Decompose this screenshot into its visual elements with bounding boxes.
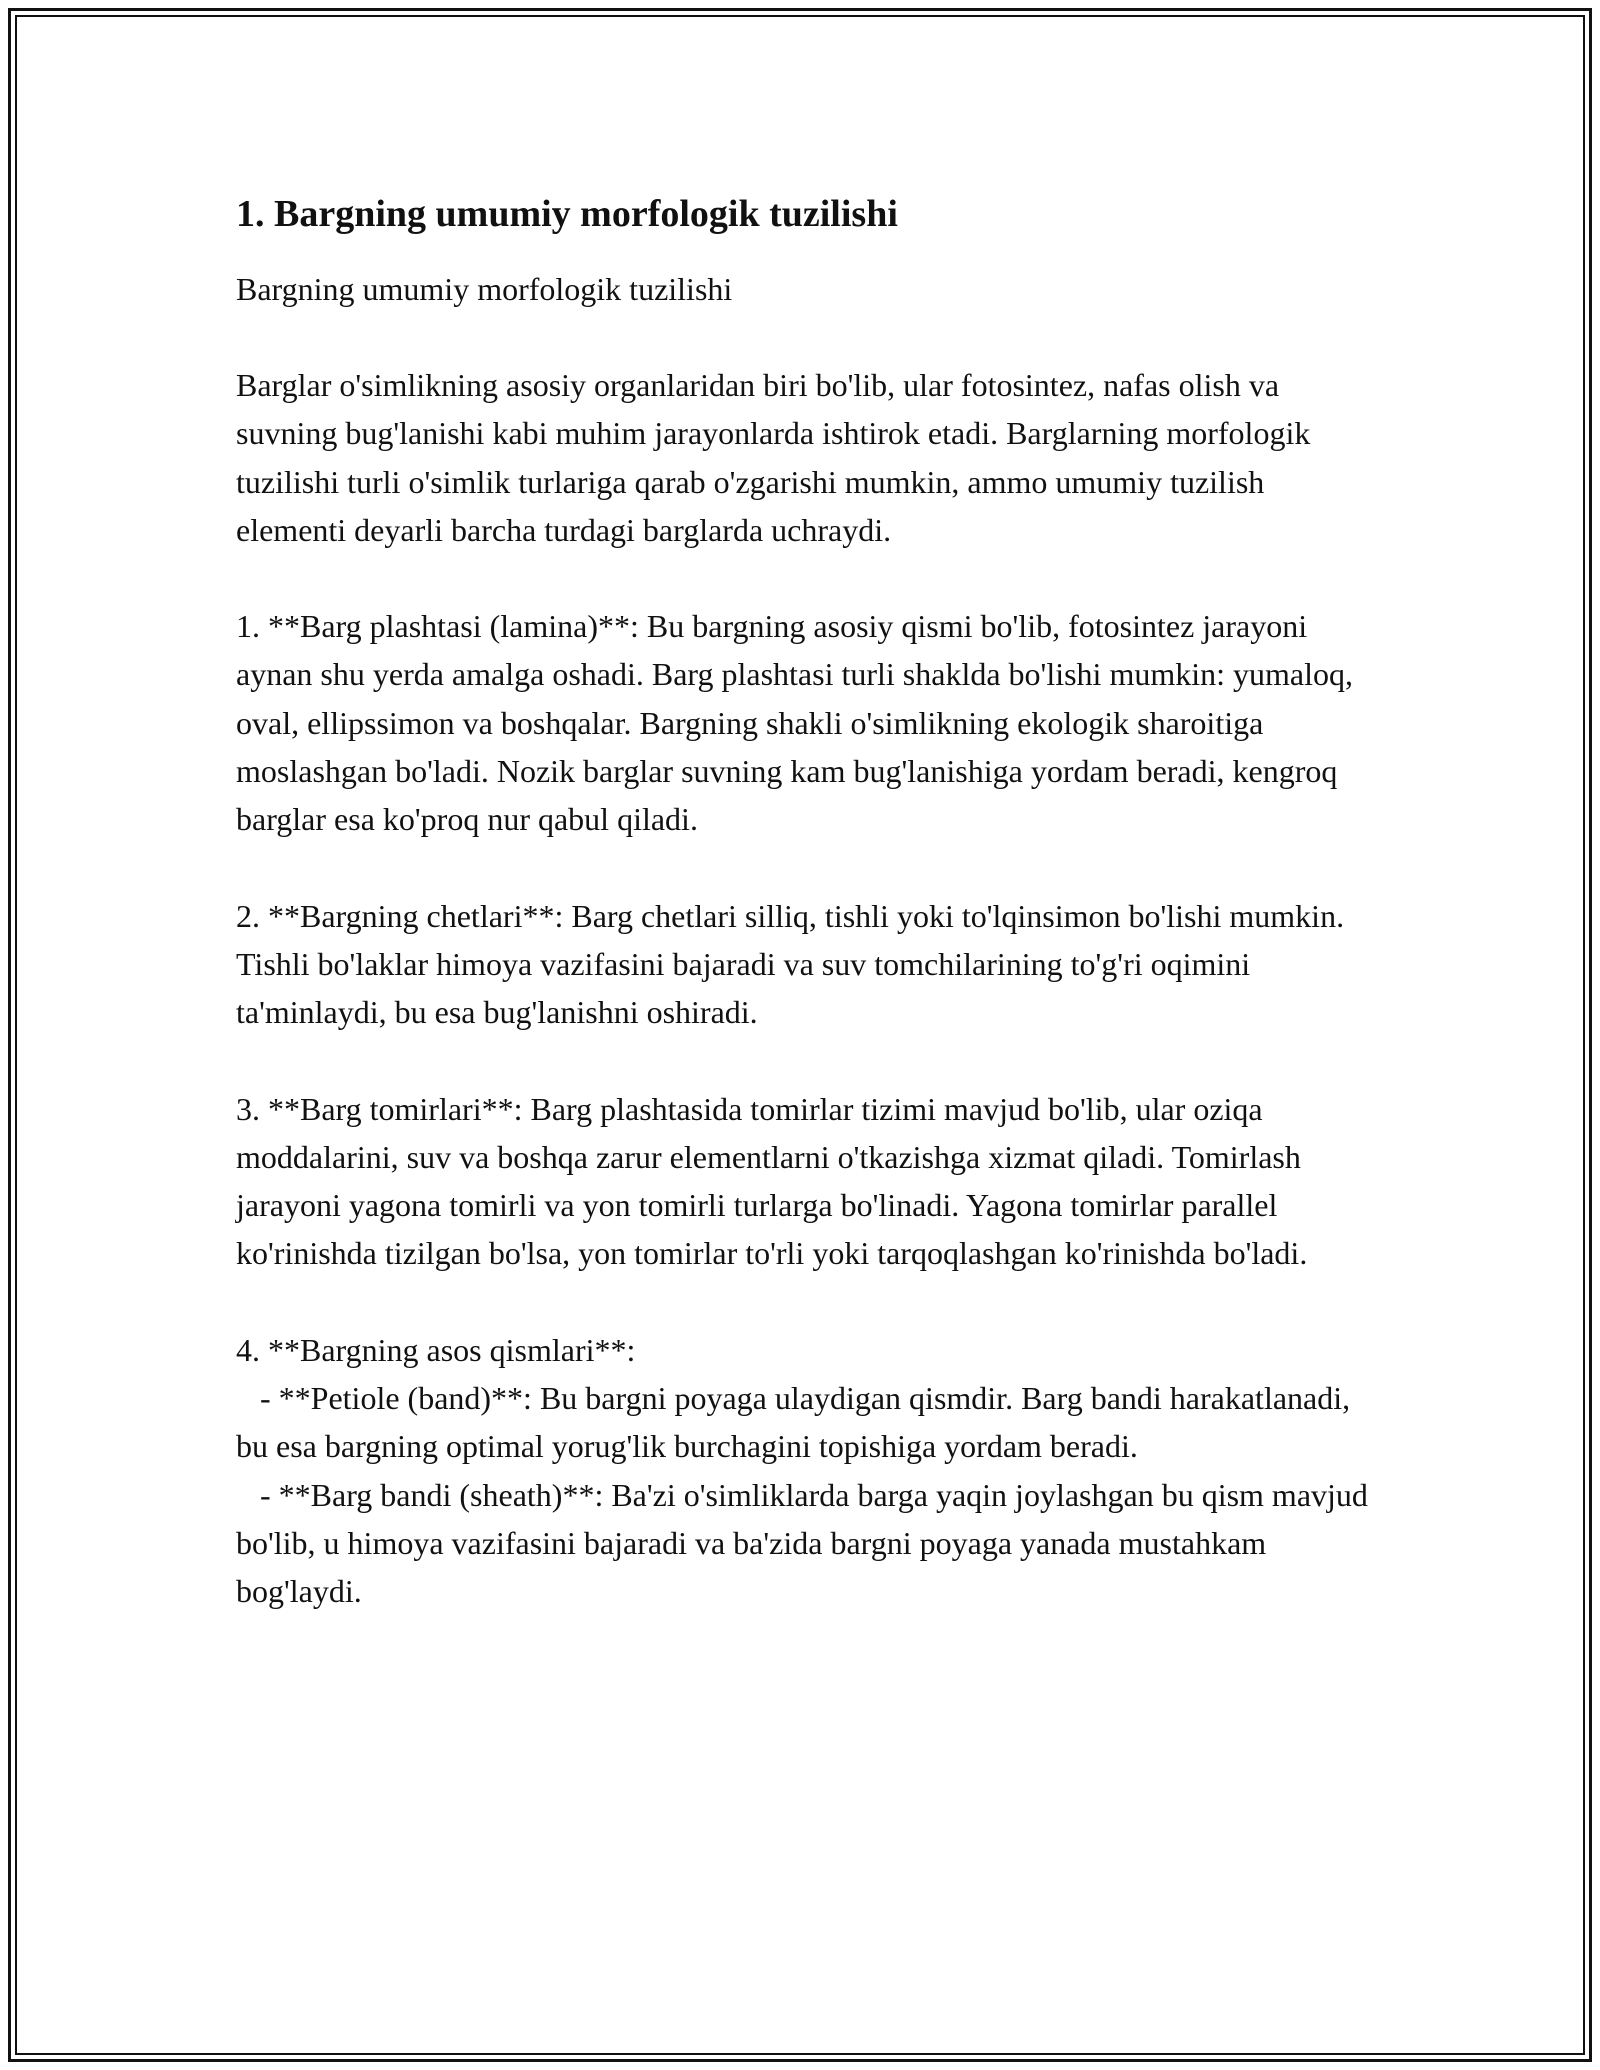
document-body bbox=[236, 188, 1376, 1616]
document-title: 1. Bargning umumiy morfologik tuzilishi bbox=[236, 193, 898, 235]
item-base-parts-heading: 4. **Bargning asos qismlari**: bbox=[236, 1331, 636, 1368]
document-subtitle: Bargning umumiy morfologik tuzilishi bbox=[236, 271, 733, 307]
intro-paragraph: Barglar o'simlikning asosiy organlaridan biri bo'lib, ular fotosintez, nafas olish va suvning bug'lanishi kabi muhim jarayonlarda ishtirok etadi. Barglarning morfologik tuzilishi turli o'simlik turlariga qarab o'zgarishi mumkin, ammo umumiy tuzilish elementi deyarli barcha turdagi barglarda uchraydi. bbox=[236, 367, 1319, 548]
item-base-parts-sheath: - **Barg bandi (sheath)**: Ba'zi o'simliklarda barga yaqin joylashgan bu qism mavjud bo'lib, u himoya vazifasini bajaradi va ba'zida bargni poyaga yanada mustahkam bog'laydi. bbox=[236, 1476, 1376, 1610]
item-veins: 3. **Barg tomirlari**: Barg plashtasida tomirlar tizimi mavjud bo'lib, ular oziqa moddalarini, suv va boshqa zarur elementlarni o'tkazishga xizmat qiladi. Tomirlash jarayoni yagona tomirli va yon tomirli turlarga bo'linadi. Yagona tomirlar parallel ko'rinishda tizilgan bo'lsa, yon tomirlar to'rli yoki tarqoqlashgan ko'rinishda bo'ladi. bbox=[236, 1090, 1309, 1272]
item-base-parts bbox=[236, 1326, 1376, 1616]
item-lamina: 1. **Barg plashtasi (lamina)**: Bu bargning asosiy qismi bo'lib, fotosintez jarayoni aynan shu yerda amalga oshadi. Barg plashtasi turli shaklda bo'lishi mumkin: yumaloq, oval, ellipssimon va boshqalar. Bargning shakli o'simlikning ekologik sharoitiga moslashgan bo'ladi. Nozik barglar suvning kam bug'lanishiga yordam beradi, kengroq barglar esa ko'proq nur qabul qiladi. bbox=[236, 608, 1361, 838]
item-margins: 2. **Bargning chetlari**: Barg chetlari silliq, tishli yoki to'lqinsimon bo'lishi mumkin. Tishli bo'laklar himoya vazifasini bajaradi va suv tomchilarining to'g'ri oqimini ta'minlaydi, bu esa bug'lanishni oshiradi. bbox=[236, 897, 1352, 1031]
item-base-parts-petiole: - **Petiole (band)**: Bu bargni poyaga ulaydigan qismdir. Barg bandi harakatlanadi, bu esa bargning optimal yorug'lik burchagini topishiga yordam beradi. bbox=[236, 1380, 1359, 1465]
